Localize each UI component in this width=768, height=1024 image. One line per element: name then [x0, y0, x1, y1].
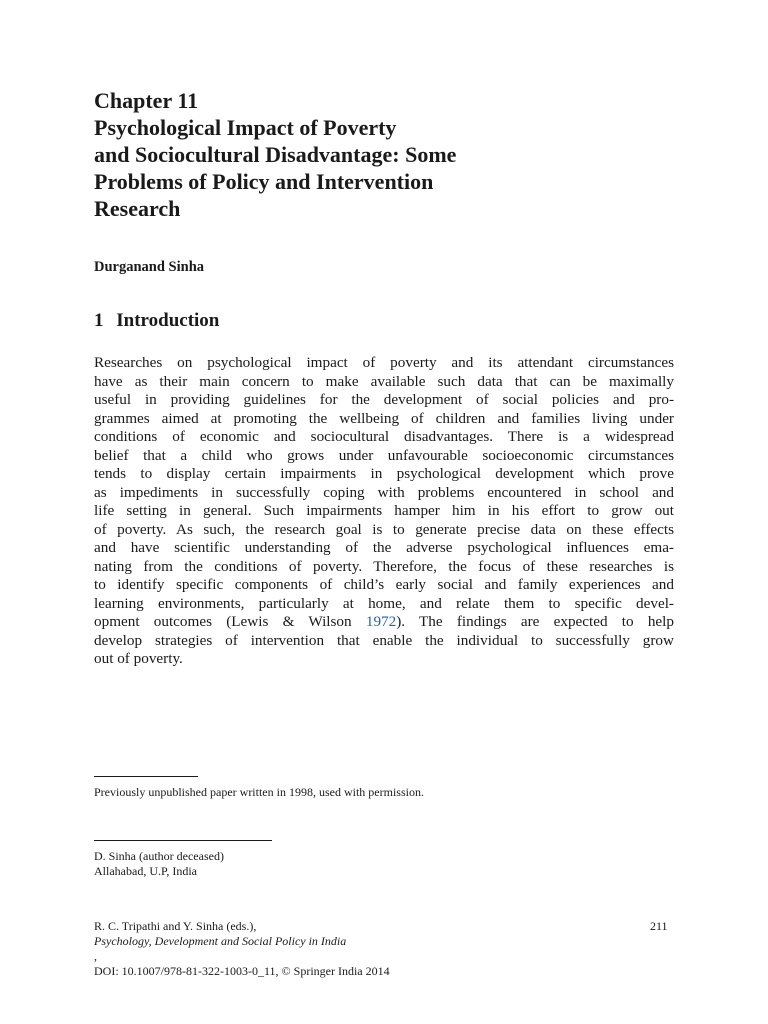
- paragraph-line: useful in providing guidelines for the development of social policies and pro-: [94, 391, 674, 408]
- paragraph-line: life setting in general. Such impairments hamper him in his effort to grow out: [94, 502, 674, 519]
- source-book-suffix: ,: [94, 949, 97, 963]
- chapter-title-line: and Sociocultural Disadvantage: Some: [94, 142, 457, 167]
- paragraph-line: nating from the conditions of poverty. Therefore, the focus of these researches is: [94, 557, 674, 575]
- author-name: Durganand Sinha: [94, 259, 205, 275]
- section-heading: [94, 310, 219, 332]
- source-book-title: Psychology, Development and Social Policy in India: [94, 934, 347, 948]
- paragraph-line: tends to display certain impairments in psychological development which prove: [94, 465, 674, 482]
- paragraph-line: have as their main concern to make available such data that can be maximally: [94, 372, 674, 390]
- paragraph-line: belief that a child who grows under unfavourable socioeconomic circumstances: [94, 446, 674, 464]
- book-source: [94, 919, 390, 979]
- author-affiliation: [94, 849, 224, 879]
- paragraph-line: and have scientific understanding of the adverse psychological influences ema-: [94, 539, 674, 556]
- affiliation-line: D. Sinha (author deceased): [94, 849, 224, 863]
- footnote-divider: [94, 776, 198, 777]
- paragraph-line: develop strategies of intervention that enable the individual to successfully grow: [94, 631, 674, 649]
- introduction-paragraph: [94, 354, 674, 669]
- chapter-label: Chapter 11: [94, 88, 199, 113]
- citation-link[interactable]: 1972: [365, 613, 397, 630]
- section-title: Introduction: [116, 310, 220, 331]
- paragraph-line: out of poverty.: [94, 650, 183, 667]
- paragraph-line: as impediments in successfully coping with problems encountered in school and: [94, 483, 674, 501]
- paragraph-line: learning environments, particularly at home, and relate them to specific devel-: [94, 594, 674, 612]
- paragraph-line-with-citation: [94, 613, 674, 632]
- chapter-title-line: Problems of Policy and Intervention: [94, 169, 434, 194]
- source-line: [94, 919, 390, 964]
- paragraph-line: of poverty. As such, the research goal is to generate precise data on these effects: [94, 520, 674, 538]
- doi-line: DOI: 10.1007/978-81-322-1003-0_11, © Springer India 2014: [94, 964, 390, 978]
- paragraph-line: conditions of economic and sociocultural disadvantages. There is a widespread: [94, 428, 674, 445]
- citation-text-after: ). The findings are expected to help: [396, 613, 674, 630]
- page-number: 211: [650, 919, 668, 933]
- citation-text-before: opment outcomes (Lewis & Wilson: [94, 613, 366, 630]
- paragraph-line: grammes aimed at promoting the wellbeing of children and families living under: [94, 409, 674, 427]
- paragraph-line: Researches on psychological impact of poverty and its attendant circumstances: [94, 354, 674, 371]
- section-number: 1: [94, 310, 104, 331]
- source-editors: R. C. Tripathi and Y. Sinha (eds.),: [94, 919, 257, 933]
- paragraph-line: to identify specific components of child’s early social and family experiences and: [94, 576, 674, 593]
- affiliation-divider: [94, 840, 272, 841]
- footnote-text: Previously unpublished paper written in 1998, used with permission.: [94, 785, 424, 799]
- chapter-title-line: Research: [94, 196, 181, 221]
- chapter-title-line: Psychological Impact of Poverty: [94, 115, 397, 140]
- chapter-title: [94, 114, 654, 222]
- affiliation-line: Allahabad, U.P, India: [94, 864, 197, 878]
